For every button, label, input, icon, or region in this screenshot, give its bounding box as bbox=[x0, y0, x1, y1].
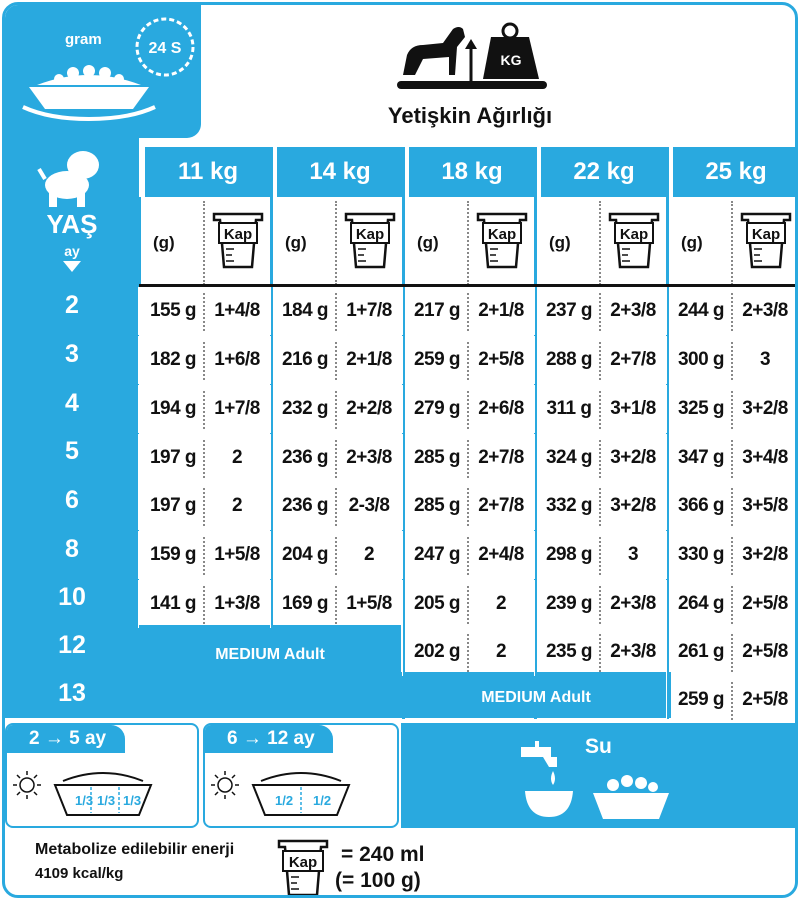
puppy-icon bbox=[37, 147, 107, 209]
medium-adult-label: MEDIUM Adult bbox=[481, 689, 591, 706]
age-value: 5 bbox=[65, 437, 79, 465]
cell-divider bbox=[731, 634, 733, 672]
cell-gap bbox=[534, 336, 535, 384]
cell-gap bbox=[270, 287, 271, 335]
gram-cell: 244 g bbox=[677, 300, 725, 321]
gram-cell: 239 g bbox=[545, 593, 593, 614]
age-value: 13 bbox=[58, 679, 86, 707]
cell-gap bbox=[270, 580, 271, 628]
medium-adult-label: MEDIUM Adult bbox=[215, 646, 325, 663]
cell-gap bbox=[138, 287, 139, 335]
gram-cell: 197 g bbox=[149, 495, 197, 516]
gram-column-header: (g) bbox=[153, 233, 175, 252]
dog-scale-icon bbox=[397, 15, 547, 95]
cell-divider bbox=[203, 586, 205, 624]
cell-divider bbox=[203, 537, 205, 575]
energy-value: 4109 kcal/kg bbox=[35, 865, 124, 882]
cell-gap bbox=[666, 336, 667, 384]
gram-cell: 285 g bbox=[413, 447, 461, 468]
age-unit: ay bbox=[64, 243, 80, 259]
cell-divider bbox=[599, 391, 601, 429]
cell-gap bbox=[270, 385, 271, 433]
cell-gap bbox=[138, 482, 139, 530]
column-divider bbox=[731, 201, 733, 285]
feeding-panel-2-5 bbox=[5, 723, 199, 828]
gram-cell: 197 g bbox=[149, 447, 197, 468]
cup-cell: 1+6/8 bbox=[214, 349, 260, 370]
gram-cell: 237 g bbox=[545, 300, 593, 321]
age-value: 8 bbox=[65, 535, 79, 563]
feeding-panel-title: 2 → 5 ay bbox=[7, 725, 125, 753]
cell-gap bbox=[534, 385, 535, 433]
column-divider bbox=[335, 201, 337, 285]
gram-cell: 202 g bbox=[413, 641, 461, 662]
gram-cell: 330 g bbox=[677, 544, 725, 565]
column-divider bbox=[467, 201, 469, 285]
cup-volume: = 240 ml bbox=[341, 843, 425, 866]
weight-header: 11 kg bbox=[145, 147, 271, 197]
gram-cell: 235 g bbox=[545, 641, 593, 662]
cell-gap bbox=[138, 531, 139, 579]
cell-gap bbox=[402, 287, 403, 335]
cell-gap bbox=[138, 434, 139, 482]
age-title: YAŞ bbox=[46, 209, 98, 239]
cell-gap bbox=[666, 434, 667, 482]
cup-label: Kap bbox=[288, 854, 318, 871]
cell-divider bbox=[335, 342, 337, 380]
cell-divider bbox=[467, 293, 469, 331]
cup-cell: 1+4/8 bbox=[214, 300, 260, 321]
gram-cell: 204 g bbox=[281, 544, 329, 565]
gram-cell: 300 g bbox=[677, 349, 725, 370]
gram-cell: 332 g bbox=[545, 495, 593, 516]
cup-label: Kap bbox=[355, 226, 385, 243]
weight-header: 14 kg bbox=[277, 147, 403, 197]
gram-cell: 155 g bbox=[149, 300, 197, 321]
cup-label: Kap bbox=[223, 226, 253, 243]
cell-gap bbox=[138, 580, 139, 628]
measuring-cup-icon bbox=[211, 211, 265, 269]
cell-divider bbox=[467, 391, 469, 429]
gram-column-header: (g) bbox=[549, 233, 571, 252]
weight-header: 18 kg bbox=[409, 147, 535, 197]
gram-cell: 285 g bbox=[413, 495, 461, 516]
cell-gap bbox=[270, 434, 271, 482]
cup-cell: 2 bbox=[495, 641, 507, 662]
cell-gap bbox=[534, 482, 535, 530]
cell-gap bbox=[270, 336, 271, 384]
gram-cell: 288 g bbox=[545, 349, 593, 370]
cup-cell: 2+3/8 bbox=[742, 300, 788, 321]
cup-cell: 2+3/8 bbox=[610, 641, 656, 662]
cell-gap bbox=[138, 336, 139, 384]
cell-divider bbox=[467, 634, 469, 672]
cell-divider bbox=[203, 391, 205, 429]
cell-divider bbox=[467, 488, 469, 526]
energy-label: Metabolize edilebilir enerji bbox=[35, 841, 235, 858]
portion-label: 1/3 bbox=[75, 793, 94, 808]
cup-cell: 2 bbox=[363, 544, 375, 565]
cup-label: Kap bbox=[619, 226, 649, 243]
cell-divider bbox=[467, 537, 469, 575]
cell-gap bbox=[534, 580, 535, 628]
cup-cell: 2+5/8 bbox=[742, 689, 788, 710]
measuring-cup-icon bbox=[739, 211, 793, 269]
gram-column-header: (g) bbox=[417, 233, 439, 252]
cell-divider bbox=[731, 440, 733, 478]
cup-cell: 2+1/8 bbox=[346, 349, 392, 370]
cell-divider bbox=[731, 342, 733, 380]
gram-cell: 169 g bbox=[281, 593, 329, 614]
weight-header: 25 kg bbox=[673, 147, 798, 197]
cell-gap bbox=[666, 531, 667, 579]
cup-label: Kap bbox=[487, 226, 517, 243]
cell-gap bbox=[270, 531, 271, 579]
portion-label: 1/3 bbox=[123, 793, 142, 808]
timer-label: 24 S bbox=[148, 40, 182, 57]
cell-gap bbox=[402, 482, 403, 530]
cell-divider bbox=[467, 440, 469, 478]
cell-gap bbox=[402, 336, 403, 384]
cup-cell: 2+3/8 bbox=[346, 447, 392, 468]
meal-bowl-icon bbox=[11, 759, 195, 825]
cup-cell: 2+5/8 bbox=[742, 593, 788, 614]
cell-divider bbox=[335, 586, 337, 624]
gram-cell: 347 g bbox=[677, 447, 725, 468]
cell-gap bbox=[402, 580, 403, 628]
gram-cell: 264 g bbox=[677, 593, 725, 614]
cell-divider bbox=[731, 682, 733, 720]
gram-cell: 141 g bbox=[149, 593, 197, 614]
cup-cell: 2 bbox=[231, 495, 243, 516]
cell-divider bbox=[731, 391, 733, 429]
cell-divider bbox=[335, 537, 337, 575]
cell-divider bbox=[335, 293, 337, 331]
gram-cell: 324 g bbox=[545, 447, 593, 468]
portion-label: 1/3 bbox=[97, 793, 116, 808]
cell-gap bbox=[666, 385, 667, 433]
cup-cell: 2+3/8 bbox=[610, 593, 656, 614]
gram-cell: 232 g bbox=[281, 398, 329, 419]
cup-cell: 2+7/8 bbox=[478, 495, 524, 516]
gram-cell: 298 g bbox=[545, 544, 593, 565]
water-label: Su bbox=[585, 735, 612, 758]
cell-gap bbox=[402, 628, 403, 676]
cup-cell: 1+5/8 bbox=[214, 544, 260, 565]
cup-cell: 2+5/8 bbox=[742, 641, 788, 662]
column-divider bbox=[203, 201, 205, 285]
cell-divider bbox=[599, 586, 601, 624]
cup-cell: 1+7/8 bbox=[346, 300, 392, 321]
cell-divider bbox=[467, 342, 469, 380]
cup-label: Kap bbox=[751, 226, 781, 243]
cell-gap bbox=[534, 434, 535, 482]
cup-cell: 2 bbox=[495, 593, 507, 614]
gram-cell: 184 g bbox=[281, 300, 329, 321]
cell-divider bbox=[203, 440, 205, 478]
cup-cell: 2+5/8 bbox=[478, 349, 524, 370]
cell-divider bbox=[731, 537, 733, 575]
cell-divider bbox=[599, 440, 601, 478]
gram-cell: 159 g bbox=[149, 544, 197, 565]
cell-divider bbox=[335, 391, 337, 429]
water-tap-icon bbox=[517, 741, 577, 821]
cell-gap bbox=[666, 482, 667, 530]
gram-column-header: (g) bbox=[681, 233, 703, 252]
cell-gap bbox=[534, 628, 535, 676]
cell-divider bbox=[599, 293, 601, 331]
cup-cell: 1+5/8 bbox=[346, 593, 392, 614]
measuring-cup-icon bbox=[475, 211, 529, 269]
food-bowl-icon bbox=[589, 775, 673, 821]
cell-divider bbox=[203, 293, 205, 331]
gram-cell: 247 g bbox=[413, 544, 461, 565]
feeding-panel-title: 6 → 12 ay bbox=[205, 725, 333, 753]
cell-divider bbox=[335, 488, 337, 526]
gram-label: gram bbox=[65, 31, 102, 48]
gram-cell: 261 g bbox=[677, 641, 725, 662]
gram-cell: 325 g bbox=[677, 398, 725, 419]
gram-cell: 182 g bbox=[149, 349, 197, 370]
cell-divider bbox=[203, 342, 205, 380]
page-title: Yetişkin Ağırlığı bbox=[387, 103, 553, 128]
age-value: 3 bbox=[65, 340, 79, 368]
cup-cell: 1+3/8 bbox=[214, 593, 260, 614]
age-value: 10 bbox=[58, 583, 86, 611]
cell-divider bbox=[599, 488, 601, 526]
cup-cell: 3+2/8 bbox=[610, 447, 656, 468]
cell-gap bbox=[666, 628, 667, 676]
column-divider bbox=[599, 201, 601, 285]
cell-gap bbox=[138, 385, 139, 433]
gram-cell: 194 g bbox=[149, 398, 197, 419]
cup-cell: 2+7/8 bbox=[610, 349, 656, 370]
cup-cell: 2+6/8 bbox=[478, 398, 524, 419]
cell-gap bbox=[534, 287, 535, 335]
cell-gap bbox=[402, 385, 403, 433]
age-value: 6 bbox=[65, 486, 79, 514]
cup-cell: 3+2/8 bbox=[742, 398, 788, 419]
cell-gap bbox=[666, 287, 667, 335]
gram-cell: 205 g bbox=[413, 593, 461, 614]
gram-cell: 259 g bbox=[413, 349, 461, 370]
measuring-cup-icon bbox=[275, 837, 331, 897]
cell-divider bbox=[599, 342, 601, 380]
cup-cell: 2-3/8 bbox=[348, 495, 390, 516]
cell-divider bbox=[203, 488, 205, 526]
gram-cell: 216 g bbox=[281, 349, 329, 370]
down-arrow-icon bbox=[63, 261, 81, 272]
gram-cell: 259 g bbox=[677, 689, 725, 710]
cell-divider bbox=[599, 537, 601, 575]
cell-gap bbox=[270, 482, 271, 530]
gram-cell: 217 g bbox=[413, 300, 461, 321]
cup-cell: 3+4/8 bbox=[742, 447, 788, 468]
cup-cell: 3 bbox=[759, 349, 771, 370]
cup-cell: 3+5/8 bbox=[742, 495, 788, 516]
age-value: 12 bbox=[58, 631, 86, 659]
cup-cell: 2+1/8 bbox=[478, 300, 524, 321]
cup-cell: 3+2/8 bbox=[610, 495, 656, 516]
cell-gap bbox=[402, 434, 403, 482]
meal-bowl-icon bbox=[209, 759, 395, 825]
cell-gap bbox=[534, 531, 535, 579]
age-value: 4 bbox=[65, 389, 79, 417]
gram-cell: 236 g bbox=[281, 495, 329, 516]
cup-cell: 1+7/8 bbox=[214, 398, 260, 419]
portion-label: 1/2 bbox=[313, 793, 332, 808]
feeding-panel-6-12 bbox=[203, 723, 399, 828]
cup-cell: 3+1/8 bbox=[610, 398, 656, 419]
portion-label: 1/2 bbox=[275, 793, 294, 808]
gram-column-header: (g) bbox=[285, 233, 307, 252]
cell-divider bbox=[599, 634, 601, 672]
measuring-cup-icon bbox=[343, 211, 397, 269]
cup-cell: 2+4/8 bbox=[478, 544, 524, 565]
cup-cell: 3+2/8 bbox=[742, 544, 788, 565]
cell-divider bbox=[731, 488, 733, 526]
cup-cell: 3 bbox=[627, 544, 639, 565]
cup-cell: 2+7/8 bbox=[478, 447, 524, 468]
daily-amount-box bbox=[5, 5, 201, 138]
gram-cell: 236 g bbox=[281, 447, 329, 468]
cell-gap bbox=[402, 531, 403, 579]
cell-divider bbox=[335, 440, 337, 478]
cell-divider bbox=[731, 293, 733, 331]
gram-cell: 279 g bbox=[413, 398, 461, 419]
gram-cell: 366 g bbox=[677, 495, 725, 516]
food-bowl-icon bbox=[19, 59, 159, 121]
cell-divider bbox=[731, 586, 733, 624]
cup-cell: 2+3/8 bbox=[610, 300, 656, 321]
measuring-cup-icon bbox=[607, 211, 661, 269]
gram-cell: 311 g bbox=[546, 398, 592, 419]
cup-weight: (= 100 g) bbox=[335, 869, 421, 892]
cell-gap bbox=[666, 580, 667, 628]
kg-label: KG bbox=[500, 52, 522, 68]
cup-cell: 2+2/8 bbox=[346, 398, 392, 419]
weight-header: 22 kg bbox=[541, 147, 667, 197]
cell-divider bbox=[467, 586, 469, 624]
age-value: 2 bbox=[65, 291, 79, 319]
feeding-guide bbox=[2, 2, 798, 898]
cup-cell: 2 bbox=[231, 447, 243, 468]
